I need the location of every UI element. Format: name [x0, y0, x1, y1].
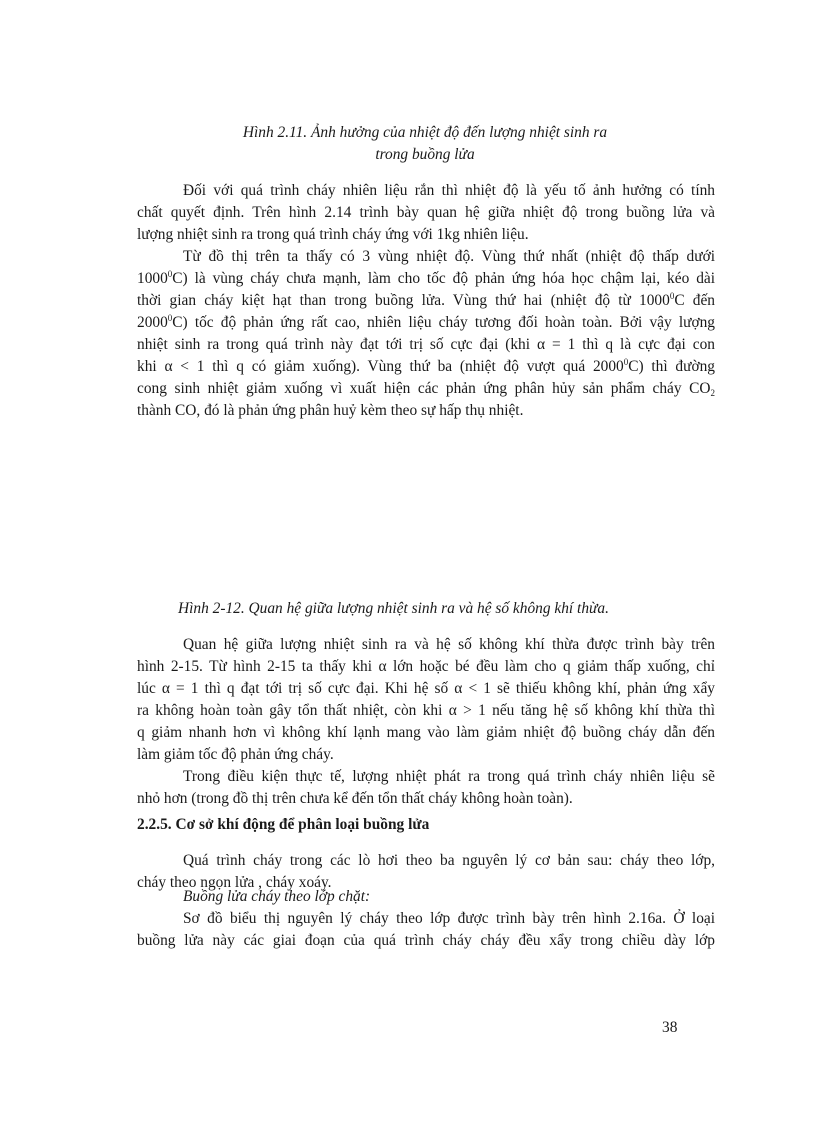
text-line: khi α < 1 thì q có giảm xuống). Vùng thứ ba (nhiệt độ vượt quá 2000$^0$C) thì đường: [137, 357, 715, 375]
text-line: nhỏ hơn (trong đồ thị trên chưa kể đến tổn thất cháy không hoàn toàn).: [137, 790, 573, 807]
paragraph-2: [137, 246, 715, 422]
text-line: 1000$^0$C) là vùng cháy chưa mạnh, làm cho tốc độ phản ứng hóa học chậm lại, kéo dài: [137, 269, 715, 287]
text-line: thành CO, đó là phản ứng phân huỷ kèm theo sự hấp thụ nhiệt.: [137, 402, 524, 419]
paragraph-3: [137, 634, 715, 766]
text-line: cong sinh nhiệt giảm xuống vì xuất hiện các phản ứng phân hủy sản phẩm cháy $CO_2$: [137, 380, 715, 398]
text-line: Đối với quá trình cháy nhiên liệu rắn thì nhiệt độ là yếu tố ảnh hưởng có tính: [183, 182, 715, 199]
text-line: Từ đồ thị trên ta thấy có 3 vùng nhiệt độ. Vùng thứ nhất (nhiệt độ thấp dưới: [183, 248, 715, 265]
figure-caption-1-line2: trong buồng lửa: [375, 146, 475, 163]
text-line: ra không hoàn toàn gây tổn thất nhiệt, còn khi α > 1 nếu tăng hệ số không khí thừa thì: [137, 702, 715, 719]
figure-caption-1-line1: Hình 2.11. Ảnh hưởng của nhiệt độ đến lượng nhiệt sinh ra: [242, 124, 608, 141]
text-line: buồng lửa này các giai đoạn của quá trình cháy cháy đều xẩy trong chiều dày lớp: [137, 932, 715, 949]
paragraph-6: [137, 908, 715, 952]
subheading: Buồng lửa cháy theo lớp chặt:: [183, 888, 371, 905]
section-heading: 2.2.5. Cơ sở khí động để phân loại buồng lửa: [137, 816, 430, 833]
page-number: 38: [662, 1019, 678, 1036]
paragraph-1: [137, 180, 715, 246]
text-line: hình 2-15. Từ hình 2-15 ta thấy khi α lớn hoặc bé đều làm cho q giảm thấp xuống, chỉ: [137, 658, 715, 675]
text-line: nhiệt sinh ra trong quá trình này đạt tới trị số cực đại (khi α = 1 thì q là cực đại con: [137, 336, 715, 353]
text-line: chất quyết định. Trên hình 2.14 trình bày quan hệ giữa nhiệt độ trong buồng lửa và: [137, 204, 715, 221]
text-line: Quá trình cháy trong các lò hơi theo ba nguyên lý cơ bản sau: cháy theo lớp,: [183, 852, 715, 869]
text-line: cháy theo ngọn lửa , cháy xoáy.: [137, 874, 332, 891]
text-line: Sơ đồ biểu thị nguyên lý cháy theo lớp được trình bày trên hình 2.16a. Ở loại: [183, 910, 715, 927]
figure-caption-2: Hình 2-12. Quan hệ giữa lượng nhiệt sinh ra và hệ số không khí thừa.: [178, 600, 609, 617]
text-line: lượng nhiệt sinh ra trong quá trình cháy ứng với 1kg nhiên liệu.: [137, 226, 529, 243]
text-line: thời gian cháy kiệt hạt than trong buồng lửa. Vùng thứ hai (nhiệt độ từ 1000$^0$C đến: [137, 291, 715, 309]
text-line: 2000$^0$C) tốc độ phản ứng rất cao, nhiên liệu cháy tương đối hoàn toàn. Bởi vậy lượng: [137, 313, 715, 331]
text-line: lúc α = 1 thì q đạt tới trị số cực đại. Khi hệ số α < 1 sẽ thiếu không khí, phản ứng xẩy: [137, 680, 715, 697]
text-line: Trong điều kiện thực tế, lượng nhiệt phát ra trong quá trình cháy nhiên liệu sẽ: [183, 768, 715, 785]
text-line: Quan hệ giữa lượng nhiệt sinh ra và hệ số không khí thừa được trình bày trên: [183, 636, 715, 653]
figure-caption-1: [140, 122, 710, 166]
text-line: q giảm nhanh hơn vì không khí lạnh mang vào làm giảm nhiệt độ buồng cháy dẫn đến: [137, 724, 715, 741]
paragraph-4: [137, 766, 715, 810]
text-line: làm giảm tốc độ phản ứng cháy.: [137, 746, 334, 763]
